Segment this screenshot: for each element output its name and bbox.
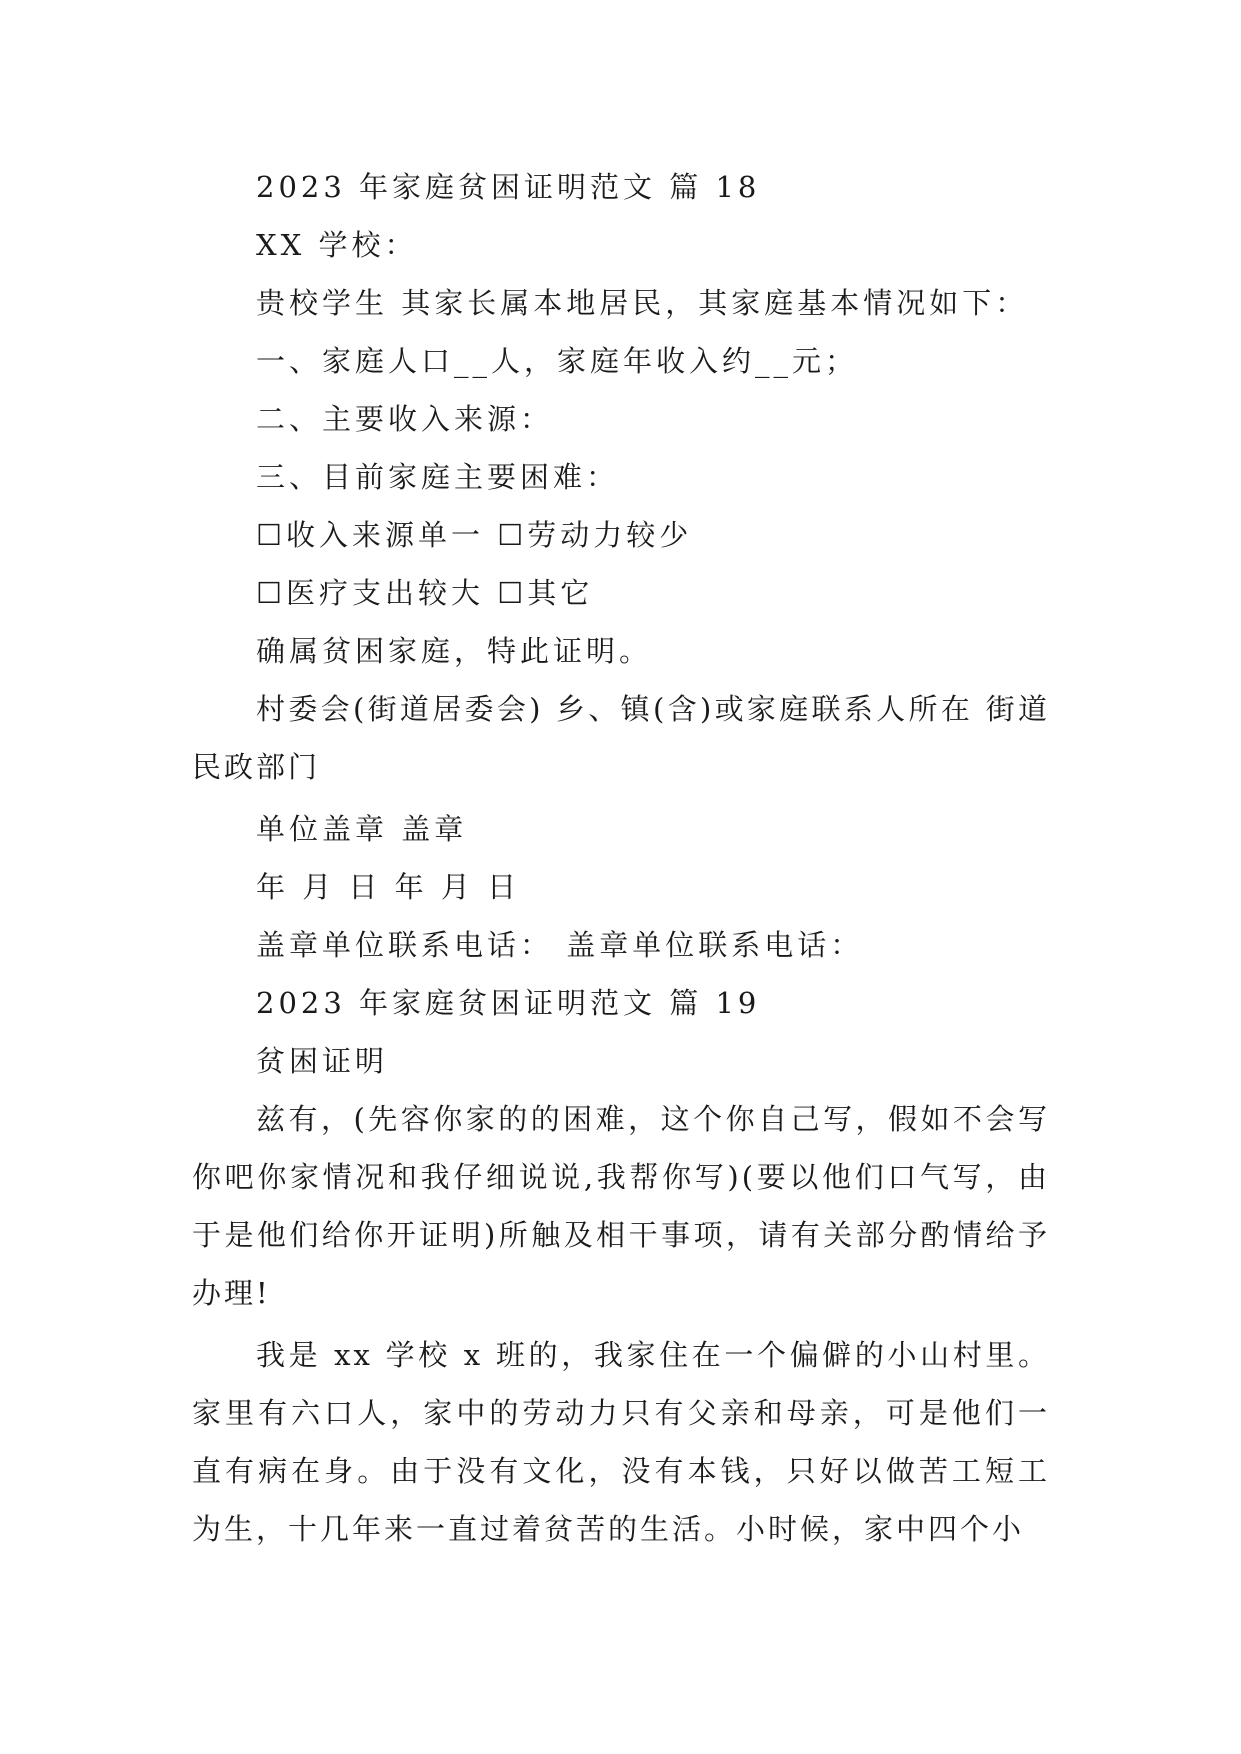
item-difficulties: 三、目前家庭主要困难：	[256, 460, 620, 494]
checkbox-row-1: ☐收入来源单一 ☐劳动力较少	[256, 518, 693, 552]
date-line: 年 月 日 年 月 日	[256, 870, 521, 904]
item-income-source: 二、主要收入来源：	[256, 402, 554, 436]
seal-line: 单位盖章 盖章	[256, 812, 468, 846]
section-heading-19: 2023 年家庭贫困证明范文 篇 19	[256, 986, 761, 1020]
checkbox-row-2: ☐医疗支出较大 ☐其它	[256, 576, 594, 610]
authority-paragraph: 村委会(街道居委会) 乡、镇(含)或家庭联系人所在 街道民政部门	[192, 692, 1050, 784]
document-body	[192, 158, 1050, 1562]
addressee: XX 学校：	[256, 228, 418, 262]
section-heading-18: 2023 年家庭贫困证明范文 篇 18	[256, 170, 761, 204]
certificate-title: 贫困证明	[256, 1044, 389, 1078]
intro-paragraph: 贵校学生 其家长属本地居民，其家庭基本情况如下：	[256, 286, 1029, 320]
confirmation-text: 确属贫困家庭，特此证明。	[256, 634, 653, 668]
body-paragraph-2: 我是 xx 学校 x 班的，我家住在一个偏僻的小山村里。家里有六口人，家中的劳动力只有父亲和母亲，可是他们一直有病在身。由于没有文化，没有本钱，只好以做苦工短工为生，十几年来一直过着贫苦的生活。小时候，家中四个小	[192, 1338, 1050, 1546]
body-paragraph-1: 兹有，(先容你家的的困难，这个你自己写，假如不会写你吧你家情况和我仔细说说,我帮你写)(要以他们口气写，由于是他们给你开证明)所触及相干事项，请有关部分酌情给予办理!	[192, 1102, 1050, 1310]
phone-line: 盖章单位联系电话： 盖章单位联系电话：	[256, 928, 864, 962]
item-household: 一、家庭人口__人，家庭年收入约__元；	[256, 344, 859, 378]
